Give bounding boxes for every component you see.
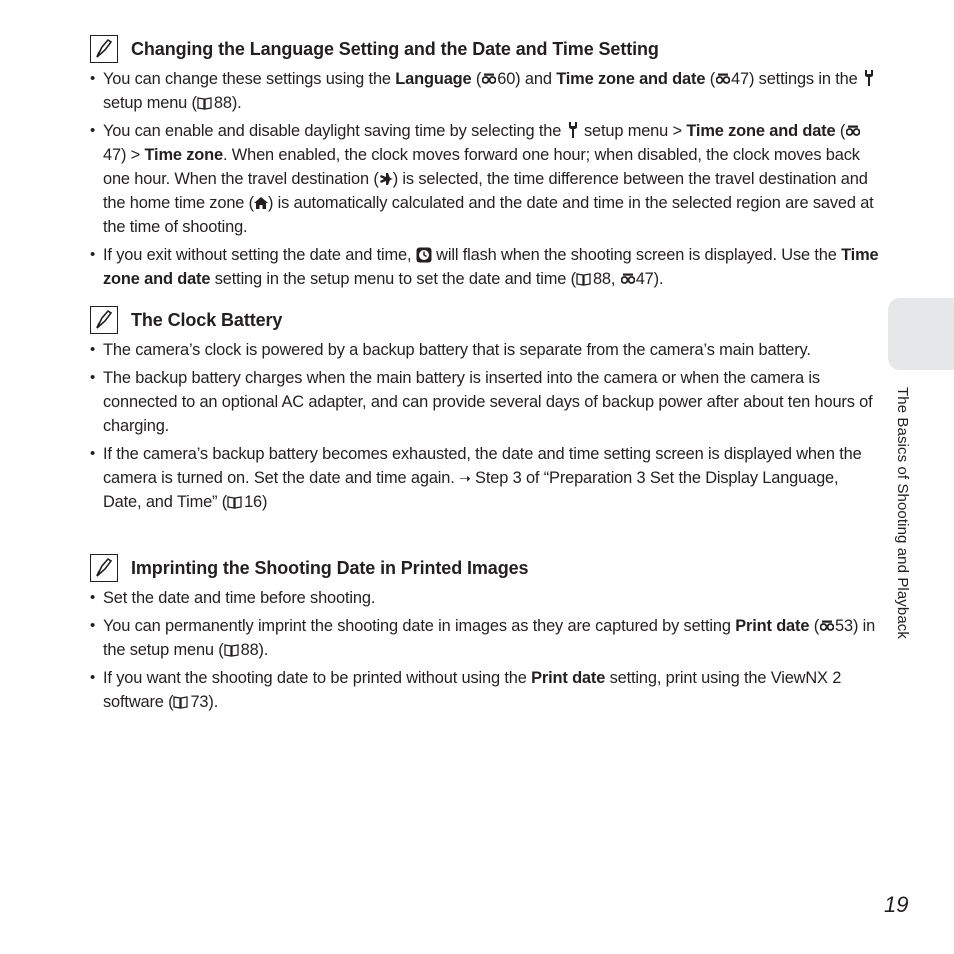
list-item: • If you want the shooting date to be printed without using the Print date setting, print using the ViewNX 2 software ( 73). [90, 666, 880, 714]
airplane-icon [379, 169, 393, 183]
book-icon [173, 692, 188, 705]
list-item: • You can change these settings using the Language ( 60) and Time zone and date ( 47) settings in the setup menu ( 88). [90, 67, 880, 115]
section-header [90, 35, 880, 65]
book-icon [224, 640, 239, 653]
house-icon [254, 193, 268, 207]
chapter-tab [888, 298, 954, 370]
section-header [90, 554, 880, 584]
wrench-icon [864, 69, 874, 85]
reference-section-icon [846, 121, 860, 135]
page-number: 19 [884, 892, 909, 917]
list-item: • The backup battery charges when the main battery is inserted into the camera or when the camera is connected to an optional AC adapter, and can provide several days of backup power after about ten hours of charging. [90, 366, 880, 438]
pencil-note-icon [90, 306, 118, 334]
reference-section-icon [716, 69, 730, 83]
pencil-note-icon [90, 35, 118, 63]
chapter-tab-label: The Basics of Shooting and Playback [894, 387, 911, 639]
section-title: The Clock Battery [131, 310, 283, 330]
note-section-clock-battery [90, 306, 880, 518]
arrow-right-icon: ➝ [459, 470, 471, 486]
list-item: • You can permanently imprint the shooting date in images as they are captured by setting Print date ( 53) in the setup menu ( 88). [90, 614, 880, 662]
book-icon [197, 93, 212, 106]
reference-section-icon [482, 69, 496, 83]
list-item: • You can enable and disable daylight saving time by selecting the setup menu > Time zone and date (47) > Time zone. When enabled, the clock moves forward one hour; when disabled, the clock moves back one hour. When the travel destination ( ) is selected, the time difference between the travel destination and the home time zone ( ) is automatically calculated and the date and time in the selected region are saved at the time of shooting. [90, 119, 880, 239]
reference-section-icon [820, 616, 834, 630]
note-section-imprint-date [90, 554, 880, 718]
bullet-list [90, 586, 880, 714]
list-item: • Set the date and time before shooting. [90, 586, 880, 610]
reference-section-icon [621, 269, 635, 283]
clock-warning-icon [416, 246, 432, 262]
pencil-note-icon [90, 554, 118, 582]
bullet-list [90, 338, 880, 514]
list-item: • If the camera’s backup battery becomes exhausted, the date and time setting screen is displayed when the camera is turned on. Set the date and time again. ➝ Step 3 of “Preparation 3 Set the Display Language, Date, and Time” ( 16) [90, 442, 880, 514]
list-item: • The camera’s clock is powered by a backup battery that is separate from the camera’s main battery. [90, 338, 880, 362]
note-section-language-date [90, 35, 880, 295]
section-title: Imprinting the Shooting Date in Printed Images [131, 558, 529, 578]
book-icon [227, 492, 242, 505]
section-header [90, 306, 880, 336]
bullet-list [90, 67, 880, 291]
list-item: • If you exit without setting the date and time, will flash when the shooting screen is displayed. Use the Time zone and date setting in the setup menu to set the date and time ( 88, 47). [90, 243, 880, 291]
section-title: Changing the Language Setting and the Date and Time Setting [131, 39, 659, 59]
book-icon [576, 269, 591, 282]
wrench-icon [568, 121, 578, 137]
